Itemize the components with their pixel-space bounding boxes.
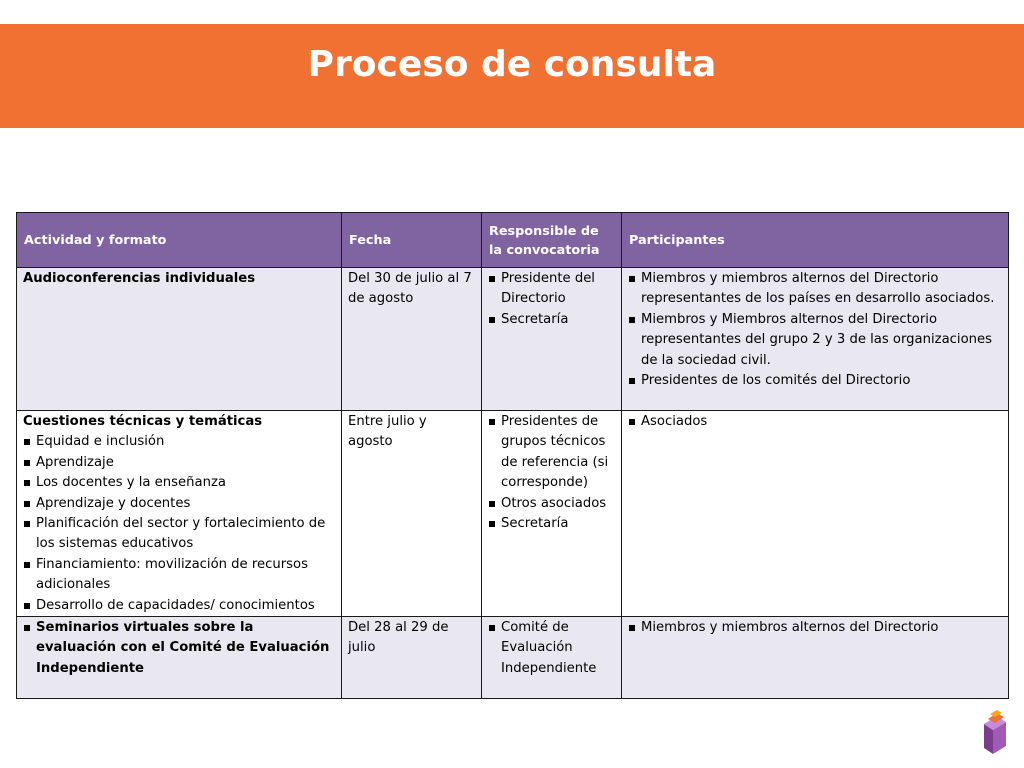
consultation-table <box>16 212 1009 699</box>
table-row <box>17 617 1009 699</box>
list-item: Secretaría <box>488 310 615 330</box>
date-text: Del 30 de julio al 7 de agosto <box>348 271 472 307</box>
date-text: Del 28 al 29 de julio <box>348 620 449 656</box>
title-banner <box>0 24 1024 128</box>
list-item: Aprendizaje y docentes <box>23 494 335 514</box>
list-item: Planificación del sector y fortalecimiento de los sistemas educativos <box>23 514 335 555</box>
list-item: Asociados <box>628 412 1002 432</box>
header-responsable: Responsible de la convocatoria <box>482 213 622 268</box>
list-item: Comité de Evaluación Independiente <box>488 618 615 679</box>
cell-actividad <box>17 617 342 699</box>
cell-participantes <box>622 411 1009 617</box>
cell-fecha <box>342 268 482 411</box>
cell-actividad <box>17 268 342 411</box>
list-item: Aprendizaje <box>23 453 335 473</box>
list-item: Secretaría <box>488 514 615 534</box>
cell-fecha <box>342 411 482 617</box>
cell-participantes <box>622 268 1009 411</box>
list-item: Presidente del Directorio <box>488 269 615 310</box>
book-stack-logo-icon <box>980 710 1010 756</box>
list-item: Presidentes de los comités del Directorio <box>628 371 1002 391</box>
header-participantes: Participantes <box>622 213 1009 268</box>
header-actividad: Actividad y formato <box>17 213 342 268</box>
list-item: Miembros y miembros alternos del Directorio <box>628 618 1002 638</box>
table-header-row <box>17 213 1009 268</box>
date-text: Entre julio y agosto <box>348 414 427 450</box>
list-item: Seminarios virtuales sobre la evaluación con el Comité de Evaluación Independiente <box>23 618 335 679</box>
activity-title: Cuestiones técnicas y temáticas <box>23 414 263 429</box>
activity-title: Audioconferencias individuales <box>23 271 256 286</box>
list-item: Equidad e inclusión <box>23 432 335 452</box>
cell-fecha <box>342 617 482 699</box>
table-row <box>17 268 1009 411</box>
list-item: Otros asociados <box>488 494 615 514</box>
cell-responsable <box>482 617 622 699</box>
header-fecha: Fecha <box>342 213 482 268</box>
cell-participantes <box>622 617 1009 699</box>
list-item: Desarrollo de capacidades/ conocimientos <box>23 596 335 616</box>
list-item: Miembros y Miembros alternos del Directorio representantes del grupo 2 y 3 de las organizaciones de la sociedad civil. <box>628 310 1002 371</box>
list-item: Presidentes de grupos técnicos de referencia (si corresponde) <box>488 412 615 494</box>
list-item: Financiamiento: movilización de recursos adicionales <box>23 555 335 596</box>
slide-title: Proceso de consulta <box>307 44 717 85</box>
cell-actividad <box>17 411 342 617</box>
list-item: Los docentes y la enseñanza <box>23 473 335 493</box>
list-item: Miembros y miembros alternos del Directorio representantes de los países en desarrollo asociados. <box>628 269 1002 310</box>
cell-responsable <box>482 268 622 411</box>
cell-responsable <box>482 411 622 617</box>
table-row <box>17 411 1009 617</box>
